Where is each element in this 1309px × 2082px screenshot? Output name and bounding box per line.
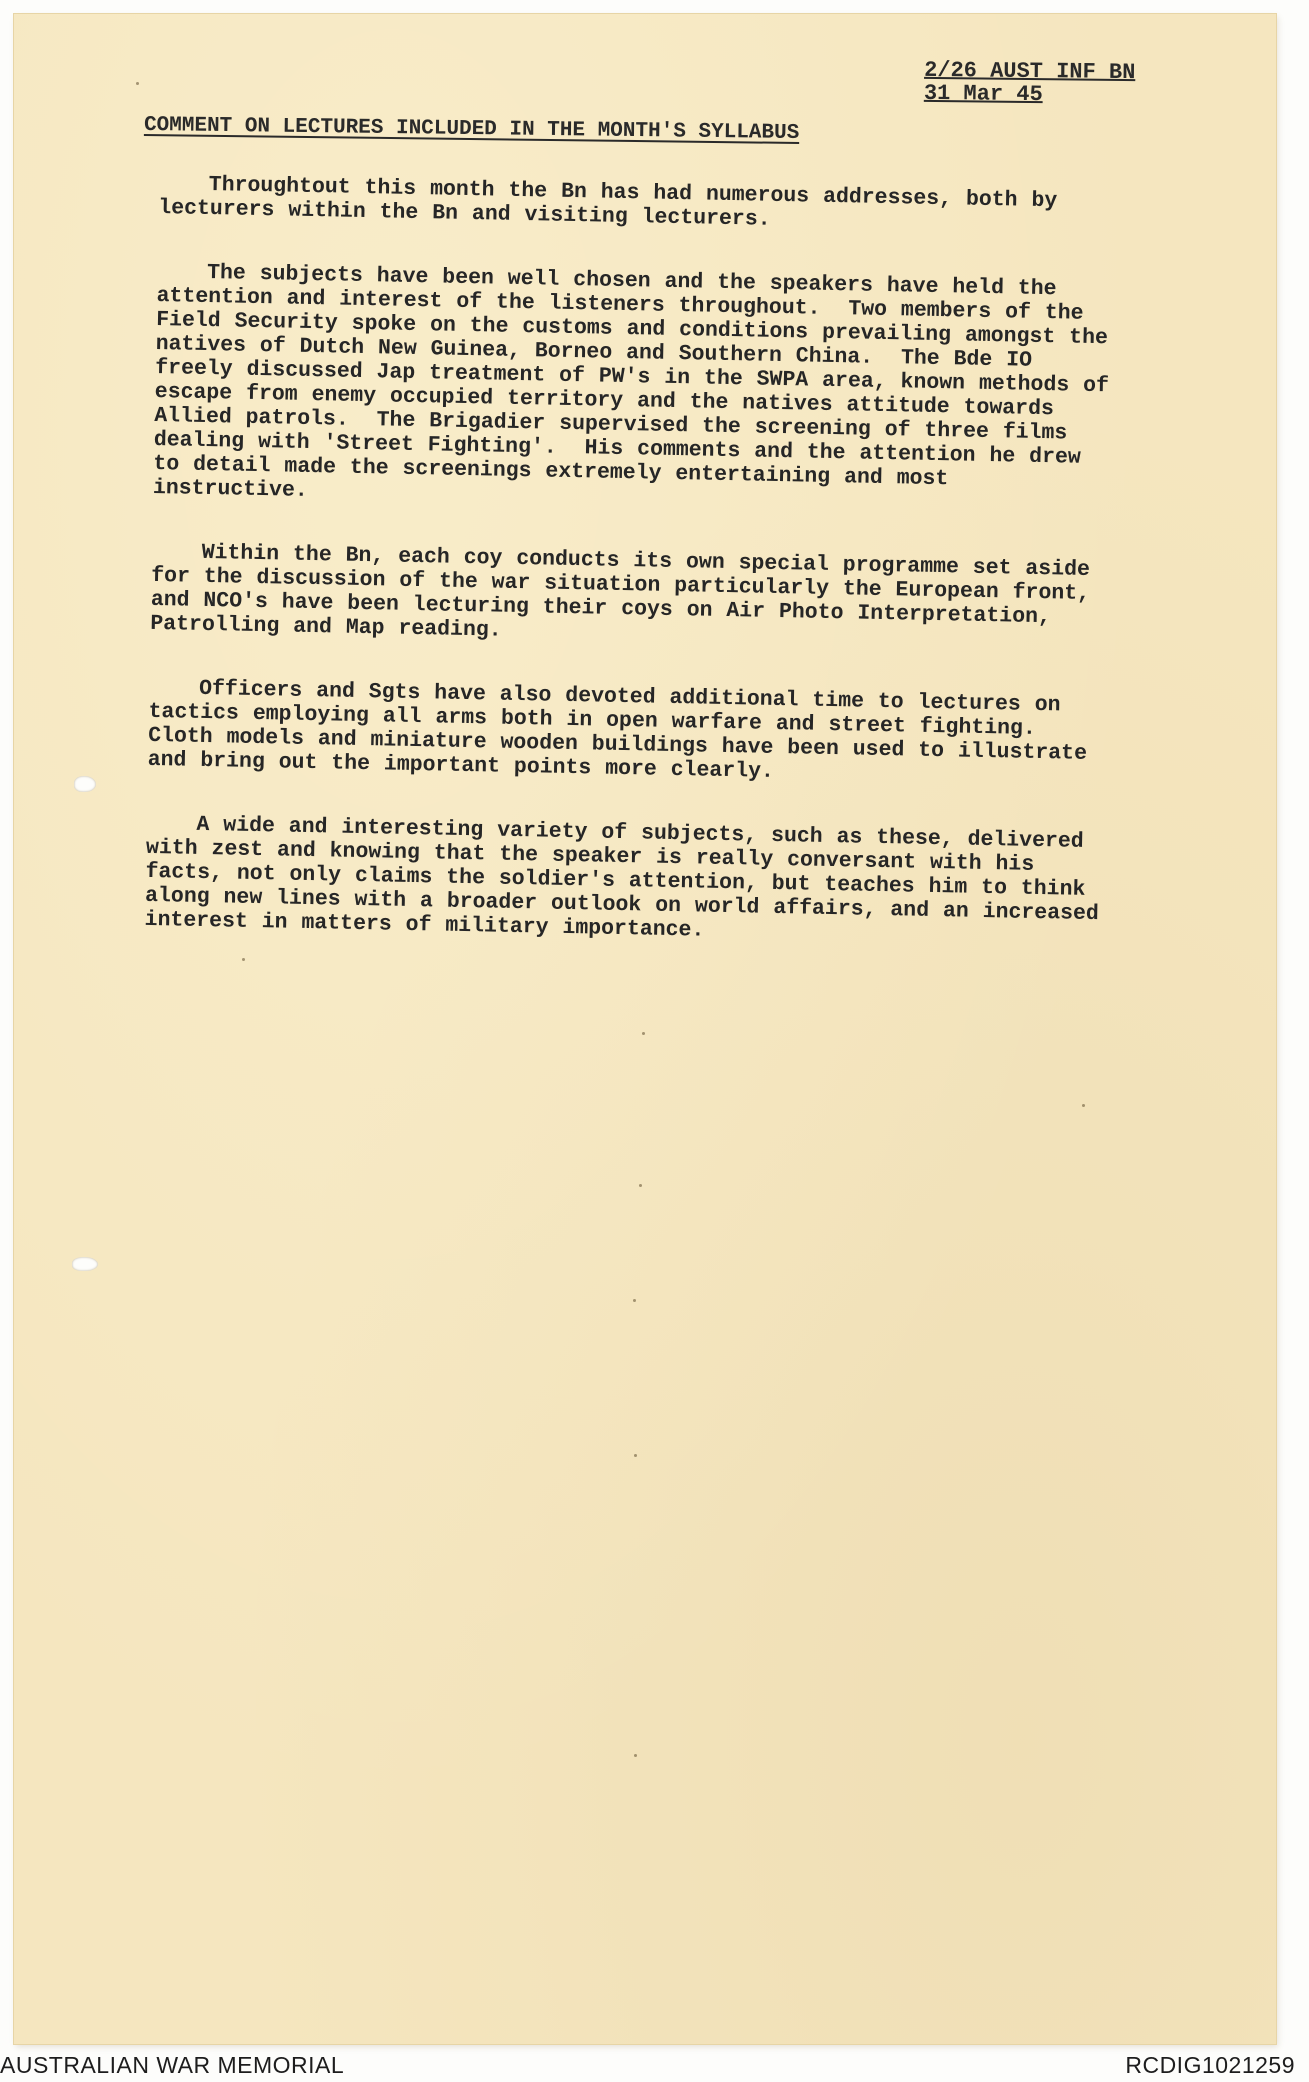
paper-speck	[1082, 1104, 1085, 1107]
unit-name: 2/26 AUST INF BN	[923, 57, 1136, 86]
paper-speck	[642, 1032, 645, 1035]
paper-sheet	[14, 14, 1276, 2044]
document-date: 31 Mar 45	[923, 80, 1043, 108]
paragraph-2: The subjects have been well chosen and the speakers have held the attention and interest of the listeners throughout. Two members of the Field Security spoke on the customs and conditions prevailing amongst the natives of Dutch New Guinea, Borneo and Southern China. The Bde IO freely discussed Jap treatment of PW's in the SWPA area, known methods of escape from enemy occupied territory and the natives attitude towards Allied patrols. The Brigadier supervised the screening of three films dealing with 'Street Fighting'. His comments and the attention he drew to detail made the screenings extremely entertaining and most instructive.	[152, 260, 1124, 503]
archive-institution: AUSTRALIAN WAR MEMORIAL	[0, 2052, 345, 2078]
paragraph-5: A wide and interesting variety of subjects, such as these, delivered with zest and knowing that the speaker is really conversant with his facts, not only claims the soldier's attention, but teaches him to think along new lines with a broader outlook on world affairs, and an increased interest in matters of military importance.	[144, 812, 1113, 943]
paper-speck	[639, 1184, 642, 1187]
paper-speck	[136, 82, 139, 85]
paragraph-1: Throughtout this month the Bn has had numerous addresses, both by lecturers within the Bn and visiting lecturers.	[158, 172, 1072, 232]
paper-speck	[634, 1454, 637, 1457]
unit-reference	[924, 59, 1136, 107]
document-title: COMMENT ON LECTURES INCLUDED IN THE MONTH'S SYLLABUS	[143, 114, 800, 146]
punch-hole	[74, 776, 96, 792]
archive-record-id: RCDIG1021259	[1125, 2052, 1295, 2078]
paper-speck	[634, 1754, 637, 1757]
punch-hole	[72, 1257, 98, 1271]
paper-speck	[242, 958, 245, 961]
paragraph-3: Within the Bn, each coy conducts its own special programme set aside for the discussion of the war situation particularly the European front, and NCO's have been lecturing their coys on Air Photo Interpretation, Patrolling and Map reading.	[150, 540, 1105, 643]
paper-speck	[633, 1299, 636, 1302]
document-body	[144, 172, 1124, 990]
paragraph-4: Officers and Sgts have also devoted additional time to lectures on tactics employing all arms both in open warfare and street fighting. Cloth models and miniature wooden buildings have been used to illustrate and bring out the important points more clearly.	[147, 676, 1102, 784]
